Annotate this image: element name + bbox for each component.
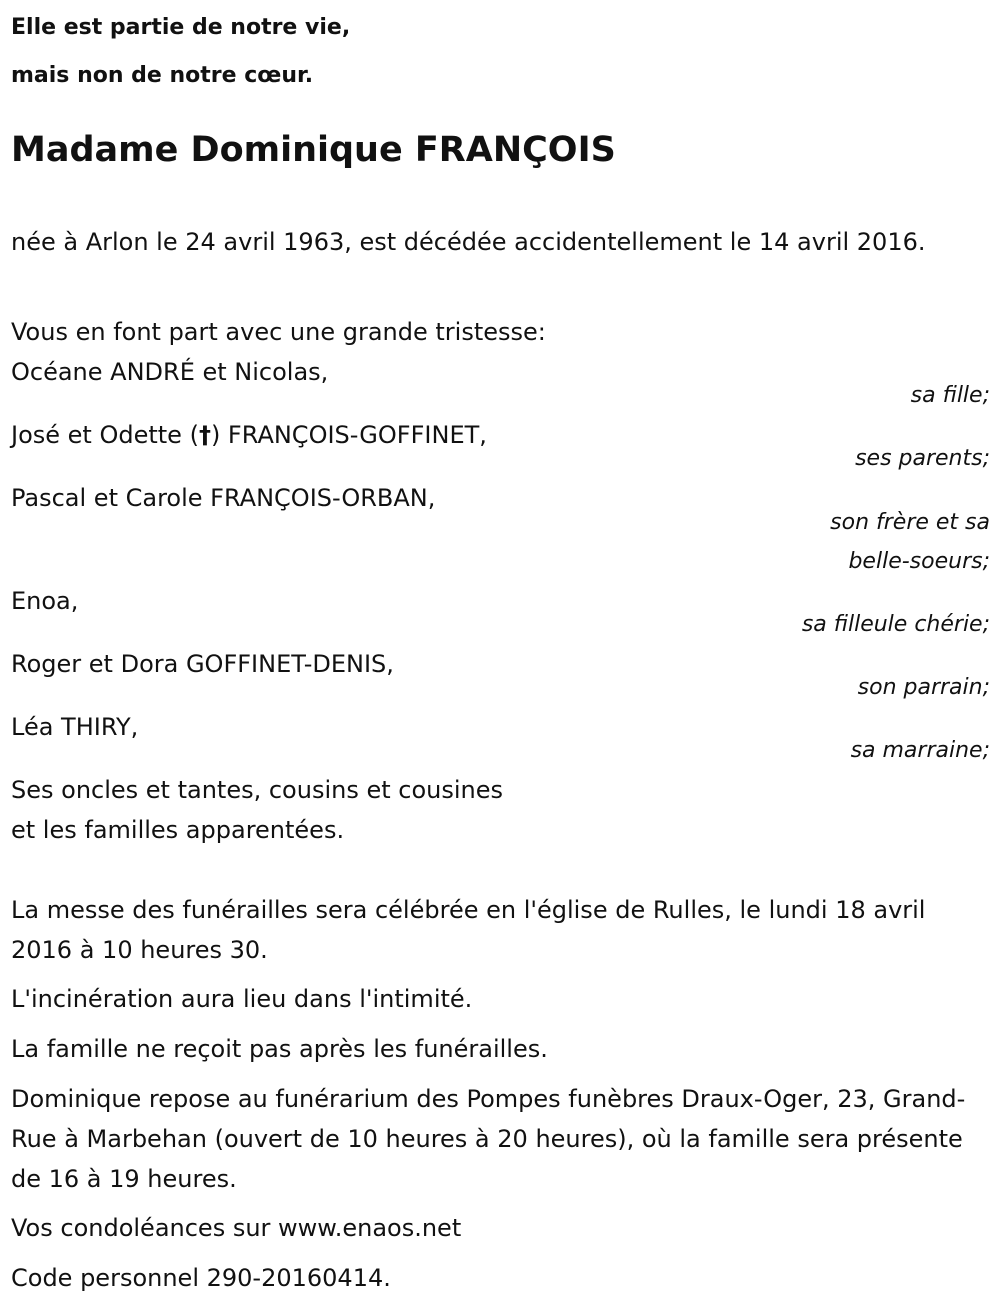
relative-name-5: Roger et Dora GOFFINET-DENIS, — [11, 650, 394, 678]
cremation-info: L'incinération aura lieu dans l'intimité. — [11, 985, 473, 1013]
deceased-name-title: Madame Dominique FRANÇOIS — [11, 130, 616, 170]
relative-name-2-after: ) FRANÇOIS-GOFFINET, — [210, 421, 487, 449]
funerarium-info: Dominique repose au funérarium des Pompes funèbres Draux-Oger, 23, Grand-Rue à Marbehan (ouvert de 10 heures à 20 heures), où la famille sera présente de 16 à 19 heures. — [11, 1085, 966, 1193]
extended-family-line-2: et les familles apparentées. — [11, 816, 345, 844]
relation-4: sa filleule chérie; — [801, 612, 990, 637]
epigraph — [11, 4, 350, 100]
relation-5: son parrain; — [857, 675, 990, 700]
relative-name-4: Enoa, — [11, 587, 79, 615]
epigraph-line-1: Elle est partie de notre vie, — [11, 15, 351, 40]
relative-name-3: Pascal et Carole FRANÇOIS-ORBAN, — [11, 484, 436, 512]
birth-death-statement: née à Arlon le 24 avril 1963, est décédée accidentellement le 14 avril 2016. — [11, 228, 926, 256]
epigraph-line-2: mais non de notre cœur. — [11, 63, 314, 88]
cross-icon: † — [198, 421, 211, 449]
announcement-line: Vous en font part avec une grande tristesse: — [11, 318, 546, 346]
funeral-mass-info: La messe des funérailles sera célébrée en l'église de Rulles, le lundi 18 avril 2016 à 10 heures 30. — [11, 896, 926, 964]
personal-code: Code personnel 290-20160414. — [11, 1264, 391, 1292]
relation-1: sa fille; — [910, 383, 990, 408]
relation-3: son frère et sa belle-soeurs; — [830, 510, 990, 574]
relation-6: sa marraine; — [850, 738, 990, 763]
relative-name-2-before: José et Odette ( — [11, 421, 199, 449]
extended-family-line-1: Ses oncles et tantes, cousins et cousines — [11, 776, 504, 804]
reception-info: La famille ne reçoit pas après les funérailles. — [11, 1035, 548, 1063]
relative-name-1: Océane ANDRÉ et Nicolas, — [11, 358, 329, 386]
relative-name-2 — [11, 415, 487, 455]
relative-name-6: Léa THIRY, — [11, 713, 139, 741]
condolences-info: Vos condoléances sur www.enaos.net — [11, 1214, 462, 1242]
relation-2: ses parents; — [855, 446, 990, 471]
